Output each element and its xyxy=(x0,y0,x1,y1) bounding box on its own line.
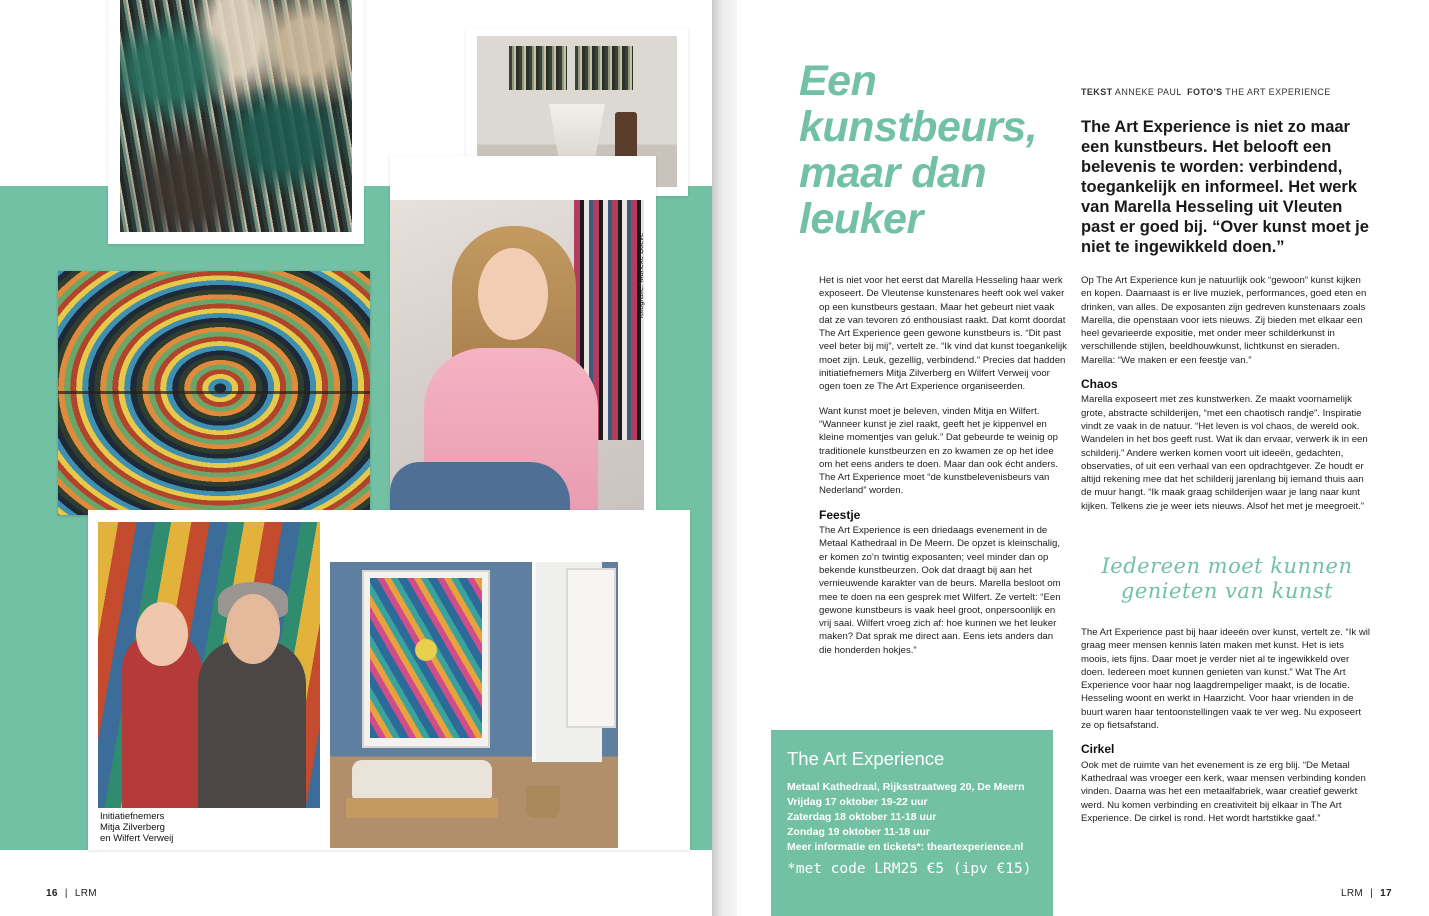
paragraph: The Art Experience past bij haar ideeën over kunst, vertelt ze. “Ik wil graag meer mensen kennis laten maken met kunst. Het is iets moois, iets fijns. Daar moet je verder niet al te ingewikkeld over doen. Iedereen moet kunnen genieten van kunst.” Wat The Art Experience voor haar nog laagdrempeliger maakt, is de locatie. Hesseling woont en werkt in Haarzicht. Voor haar vrienden in de buurt waren haar tentoonstellingen vaak te ver weg. Nu exposeert ze op fietsafstand. xyxy=(1081,627,1371,732)
article-intro: The Art Experience is niet zo maar een kunstbeurs. Het belooft een belevenis te worden: verbindend, toegankelijk en informeel. Het werk van Marella Hesseling uit Vleuten past er goed bij. “Over kunst moet je niet te ingewikkeld doen.” xyxy=(1081,118,1369,256)
event-date-saturday: Zaterdag 18 oktober 11-18 uur xyxy=(787,811,937,823)
page-number: 17 xyxy=(1380,888,1392,899)
event-location: Metaal Kathedraal, Rijksstraatweg 20, De Meern xyxy=(787,781,1025,793)
byline-photo-label: FOTO'S xyxy=(1187,87,1223,97)
living-room-photo-image xyxy=(330,562,618,848)
title-line: maar dan xyxy=(799,149,987,197)
magazine-brand: LRM xyxy=(1341,888,1364,899)
paragraph: The Art Experience is een driedaags evenement in de Metaal Kathedraal in De Meern. De opzet is kleinschalig, er komen zo’n twintig exposanten; veel minder dan op bekende kunstbeurzen. Ook dat draagt bij aan het vernieuwende karakter van de beurs. Marella besloot om mee te doen na een gesprek met Wilfert. Ze vertelt: “Een gewone kunstbeurs is vaak heel groot, onpersoonlijk en vrij saai. Wilfert vroeg zich af: hoe kunnen we het leuker maken? Dat sprak me direct aan. Eens iets anders dan die honderden hokjes.” xyxy=(819,525,1061,656)
byline-text-label: TEKST xyxy=(1081,87,1113,97)
event-info-title: The Art Experience xyxy=(787,748,945,769)
subheading-feestje: Feestje xyxy=(819,507,861,522)
portrait-photo-image xyxy=(390,200,644,540)
byline-photo-author: THE ART EXPERIENCE xyxy=(1225,87,1331,97)
portrait-photo-frame xyxy=(390,156,656,546)
founders-caption-line: en Wilfert Verweij xyxy=(100,833,174,844)
left-page xyxy=(0,0,712,916)
bottom-photos-frame xyxy=(88,510,690,850)
byline-text-author: ANNEKE PAUL xyxy=(1114,87,1182,97)
promo-code: *met code LRM25 €5 (ipv €15) xyxy=(787,861,1032,877)
founders-caption-line: Initiatiefnemers xyxy=(100,811,165,822)
paragraph: Het is niet voor het eerst dat Marella Hesseling haar werk exposeert. De Vleutense kunstenares heeft ook wel vaker op een kunstbeurs gestaan. Maar het gebeurt niet vaak dat ze van tevoren zó enthousiast raakt. Dat komt doordat The Art Experience geen gewone kunstbeurs is. “Dit past veel beter bij mij”, vertelt ze. “Ik vind dat kunst toegankelijk moet zijn. Leuk, gezellig, verbindend.” Precies dat hadden initiatiefnemers Mitja Zilverberg en Wilfert Verweij voor ogen toen ze The Art Experience organiseerden. xyxy=(819,275,1067,393)
abstract-painting-frame xyxy=(108,0,364,244)
title-line: Een xyxy=(799,57,877,105)
pull-quote xyxy=(1081,554,1373,604)
page-gutter xyxy=(712,0,737,916)
event-info-box xyxy=(771,730,1053,916)
founders-caption-line: Mitja Zilverberg xyxy=(100,822,165,833)
pull-quote-line: Iedereen moet kunnen xyxy=(1101,554,1353,578)
article-title xyxy=(799,58,1079,242)
paragraph: Ook met de ruimte van het evenement is ze erg blij. “De Metaal Kathedraal was vroeger een kerk, waar mensen verbinding konden vinden. Daarna was het een metaalfabriek, waar creatief gewerkt werd. Nu komen verbinding en creativiteit bij elkaar in The Art Experience. De cirkel is rond. Het wordt hartstikke gaaf.” xyxy=(1081,759,1366,824)
paragraph: Op The Art Experience kun je natuurlijk ook “gewoon” kunst kijken en kopen. Daarnaast is er live muziek, performances, goed eten en drinken, van alles. De exposanten zijn gedreven kunstenaars zoals Marella, die openstaan voor iets nieuws. Zij bieden met elkaar een heel gevarieerde expositie, met onder meer schilderkunst in verschillende stijlen, beeldhouwkunst, lichtkunst en sieraden. Marella: “We maken er een feestje van.” xyxy=(1081,275,1367,366)
article-column-2-continued xyxy=(1081,626,1373,836)
subheading-cirkel: Cirkel xyxy=(1081,742,1115,757)
article-column-1 xyxy=(819,274,1067,668)
page-number-left xyxy=(46,888,97,899)
page-number: 16 xyxy=(46,888,58,899)
magazine-brand: LRM xyxy=(74,888,97,899)
article-column-2 xyxy=(1081,274,1373,524)
circles-painting-image xyxy=(58,271,370,515)
founders-photo-image xyxy=(98,522,320,808)
founders-caption xyxy=(100,811,173,844)
title-line: kunstbeurs, xyxy=(799,103,1038,151)
page-number-right xyxy=(1341,888,1392,899)
event-date-sunday: Zondag 19 oktober 11-18 uur xyxy=(787,826,930,838)
folio-separator: | xyxy=(1370,888,1374,899)
title-line: leuker xyxy=(799,195,923,243)
event-date-friday: Vrijdag 17 oktober 19-22 uur xyxy=(787,796,928,808)
right-page xyxy=(737,0,1429,916)
byline xyxy=(1081,87,1331,97)
pull-quote-line: genieten van kunst xyxy=(1120,579,1334,603)
paragraph: Marella exposeert met zes kunstwerken. Ze maakt voornamelijk grote, abstracte schilderijen, “met een chaotisch randje”. Inspiratie vindt ze vaak in de natuur. “Het leven is vol chaos, de wereld ook. Wandelen in het bos geeft rust. Wat ik dan ervaar, verwerk ik in een schilderij.” Andere werken komen voort uit ideeën, gedachten, observaties, of uit een verhaal van een opdrachtgever. Ze houdt er altijd rekening mee dat het schilderij jarenlang bij iemand thuis aan de muur hangt. “Ik maak graag schilderijen waar je lang naar kunt kijken. Telkens zie je weer iets nieuws. Alsof het met je meegroeit.” xyxy=(1081,394,1368,512)
photo-credit: fotografie: Marieke Boeve xyxy=(636,232,645,318)
subheading-chaos: Chaos xyxy=(1081,377,1118,392)
abstract-painting-image xyxy=(120,0,352,232)
paragraph: Want kunst moet je beleven, vinden Mitja en Wilfert. “Wanneer kunst je ziel raakt, geeft het je kippenvel en kleine momentjes van geluk.” Dat gebeurde te weinig op traditionele kunstbeurzen en zo kwamen ze op het idee om het eens anders te doen. Maar dan ook écht anders. The Art Experience moet “de kunstbelevenisbeurs van Nederland” worden. xyxy=(819,405,1058,497)
folio-separator: | xyxy=(64,888,68,899)
event-tickets-info: Meer informatie en tickets*: theartexperience.nl xyxy=(787,841,1024,853)
